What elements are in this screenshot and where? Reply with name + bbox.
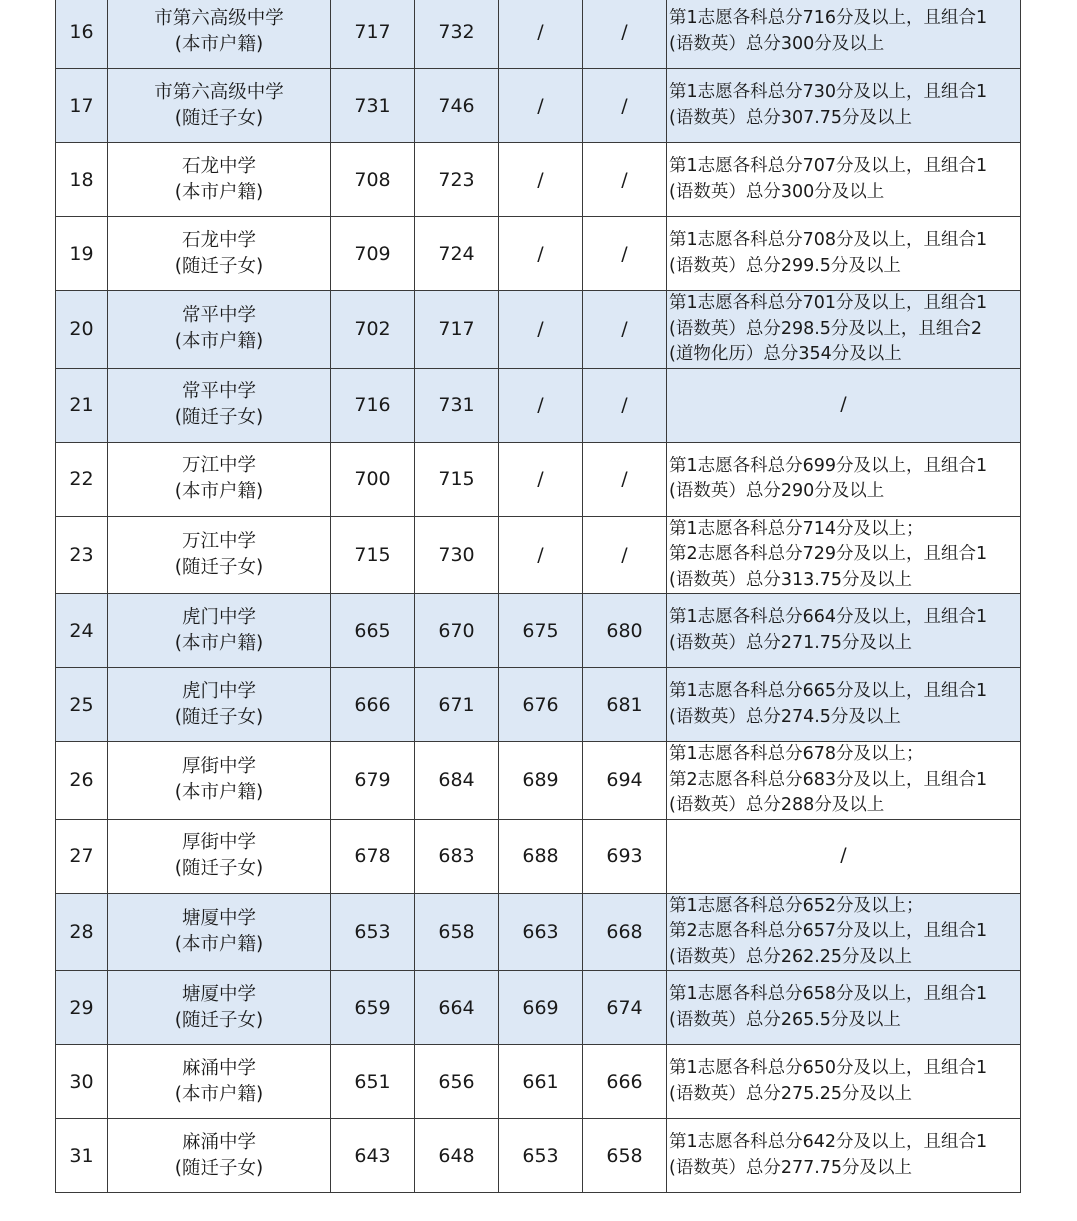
score-col-3: 688 <box>499 819 583 893</box>
school-name: 市第六高级中学 <box>154 81 284 103</box>
score-col-1: 731 <box>331 69 415 143</box>
note-line: 第1志愿各科总分701分及以上，且组合1 <box>669 293 988 313</box>
row-number: 26 <box>56 742 108 820</box>
note-line: (语数英）总分275.25分及以上 <box>669 1083 913 1104</box>
score-col-3: / <box>499 69 583 143</box>
note-line: (语数英）总分299.5分及以上 <box>669 255 901 276</box>
note-line: (语数英）总分298.5分及以上，且组合2 <box>669 318 983 339</box>
school-cell <box>108 668 331 742</box>
admission-note <box>667 69 1021 143</box>
score-col-3: / <box>499 217 583 291</box>
table-row <box>56 594 1021 668</box>
table-body <box>56 0 1021 1193</box>
school-cell <box>108 516 331 594</box>
score-col-2: 724 <box>415 217 499 291</box>
score-col-2: 732 <box>415 0 499 69</box>
score-col-3: 689 <box>499 742 583 820</box>
admission-note <box>667 1045 1021 1119</box>
note-line: (语数英）总分265.5分及以上 <box>669 1009 901 1030</box>
note-line: 第1志愿各科总分664分及以上，且组合1 <box>669 607 988 627</box>
row-number: 18 <box>56 143 108 217</box>
table-row <box>56 291 1021 369</box>
note-line: 第2志愿各科总分729分及以上，且组合1 <box>669 544 988 564</box>
residency-type: (随迁子女) <box>174 706 264 728</box>
school-cell <box>108 442 331 516</box>
admission-note <box>667 971 1021 1045</box>
school-name: 虎门中学 <box>181 680 256 702</box>
admission-note <box>667 819 1021 893</box>
row-number: 30 <box>56 1045 108 1119</box>
score-col-4: 694 <box>583 742 667 820</box>
score-col-4: / <box>583 442 667 516</box>
school-cell <box>108 893 331 971</box>
school-name: 麻涌中学 <box>181 1131 256 1153</box>
score-col-4: 674 <box>583 971 667 1045</box>
residency-type: (本市户籍) <box>174 181 264 203</box>
score-col-2: 656 <box>415 1045 499 1119</box>
score-col-4: / <box>583 69 667 143</box>
note-line: 第2志愿各科总分657分及以上，且组合1 <box>669 921 988 941</box>
table-row <box>56 893 1021 971</box>
score-col-2: 671 <box>415 668 499 742</box>
row-number: 16 <box>56 0 108 69</box>
row-number: 20 <box>56 291 108 369</box>
residency-type: (随迁子女) <box>174 556 264 578</box>
school-name: 石龙中学 <box>181 229 256 251</box>
school-cell <box>108 69 331 143</box>
row-number: 17 <box>56 69 108 143</box>
score-col-2: 683 <box>415 819 499 893</box>
school-name: 麻涌中学 <box>181 1057 256 1079</box>
score-col-4: / <box>583 516 667 594</box>
score-col-4: / <box>583 217 667 291</box>
school-name: 常平中学 <box>181 381 256 402</box>
score-col-4: / <box>583 291 667 369</box>
school-cell <box>108 1045 331 1119</box>
note-line: 第1志愿各科总分678分及以上； <box>669 744 924 764</box>
school-cell <box>108 971 331 1045</box>
admission-note <box>667 742 1021 820</box>
school-name: 市第六高级中学 <box>154 7 284 29</box>
table-row <box>56 69 1021 143</box>
note-line: / <box>840 844 847 867</box>
score-col-2: 731 <box>415 368 499 442</box>
note-line: (语数英）总分262.25分及以上 <box>669 946 913 967</box>
school-cell <box>108 594 331 668</box>
score-col-3: 675 <box>499 594 583 668</box>
score-col-2: 746 <box>415 69 499 143</box>
row-number: 22 <box>56 442 108 516</box>
row-number: 19 <box>56 217 108 291</box>
score-col-1: 717 <box>331 0 415 69</box>
score-col-3: 661 <box>499 1045 583 1119</box>
score-col-3: 663 <box>499 893 583 971</box>
note-line: 第1志愿各科总分714分及以上； <box>669 518 924 539</box>
residency-type: (随迁子女) <box>174 107 264 129</box>
residency-type: (随迁子女) <box>174 1157 264 1179</box>
note-line: 第2志愿各科总分683分及以上，且组合1 <box>669 769 988 790</box>
admission-note <box>667 1119 1021 1193</box>
score-col-4: 666 <box>583 1045 667 1119</box>
score-col-1: 715 <box>331 516 415 594</box>
school-cell <box>108 819 331 893</box>
score-col-2: 648 <box>415 1119 499 1193</box>
note-line: 第1志愿各科总分730分及以上，且组合1 <box>669 82 988 102</box>
table-row <box>56 1045 1021 1119</box>
score-col-1: 665 <box>331 594 415 668</box>
note-line: 第1志愿各科总分652分及以上； <box>669 895 924 916</box>
table-row <box>56 971 1021 1045</box>
admission-note <box>667 668 1021 742</box>
score-col-3: / <box>499 516 583 594</box>
score-col-1: 653 <box>331 893 415 971</box>
note-line: 第1志愿各科总分658分及以上，且组合1 <box>669 984 988 1004</box>
score-col-4: / <box>583 143 667 217</box>
score-col-2: 658 <box>415 893 499 971</box>
table-row <box>56 0 1021 69</box>
note-line: (语数英）总分274.5分及以上 <box>669 706 901 727</box>
row-number: 23 <box>56 516 108 594</box>
score-col-4: / <box>583 368 667 442</box>
note-line: 第1志愿各科总分650分及以上，且组合1 <box>669 1058 988 1078</box>
admission-note <box>667 442 1021 516</box>
school-name: 虎门中学 <box>181 606 256 628</box>
note-line: 第1志愿各科总分716分及以上，且组合1 <box>669 8 988 28</box>
score-col-3: / <box>499 291 583 369</box>
score-col-1: 651 <box>331 1045 415 1119</box>
score-col-4: 658 <box>583 1119 667 1193</box>
score-col-2: 723 <box>415 143 499 217</box>
school-name: 塘厦中学 <box>181 983 256 1005</box>
score-col-1: 678 <box>331 819 415 893</box>
school-cell <box>108 0 331 69</box>
row-number: 25 <box>56 668 108 742</box>
score-col-1: 666 <box>331 668 415 742</box>
row-number: 31 <box>56 1119 108 1193</box>
score-col-3: 676 <box>499 668 583 742</box>
note-line: (语数英）总分288分及以上 <box>669 795 885 815</box>
residency-type: (本市户籍) <box>174 632 264 654</box>
row-number: 21 <box>56 368 108 442</box>
admission-note <box>667 594 1021 668</box>
school-cell <box>108 143 331 217</box>
school-cell <box>108 368 331 442</box>
note-line: 第1志愿各科总分665分及以上，且组合1 <box>669 681 988 701</box>
note-line: (语数英）总分277.75分及以上 <box>669 1157 913 1178</box>
note-line: 第1志愿各科总分707分及以上，且组合1 <box>669 156 988 176</box>
score-col-1: 659 <box>331 971 415 1045</box>
row-number: 24 <box>56 594 108 668</box>
residency-type: (本市户籍) <box>174 33 264 55</box>
school-name: 万江中学 <box>181 530 256 552</box>
note-line: (语数英）总分300分及以上 <box>669 181 885 202</box>
score-col-1: 716 <box>331 368 415 442</box>
school-cell <box>108 217 331 291</box>
score-col-2: 730 <box>415 516 499 594</box>
score-col-3: / <box>499 442 583 516</box>
row-number: 28 <box>56 893 108 971</box>
admission-note <box>667 143 1021 217</box>
residency-type: (本市户籍) <box>174 933 264 955</box>
note-line: (语数英）总分290分及以上 <box>669 481 885 501</box>
score-col-2: 670 <box>415 594 499 668</box>
score-col-2: 684 <box>415 742 499 820</box>
score-col-3: 653 <box>499 1119 583 1193</box>
note-line: 第1志愿各科总分708分及以上，且组合1 <box>669 230 988 250</box>
residency-type: (随迁子女) <box>174 858 264 879</box>
school-name: 厚街中学 <box>181 756 256 778</box>
score-col-4: 680 <box>583 594 667 668</box>
school-cell <box>108 742 331 820</box>
note-line: 第1志愿各科总分699分及以上，且组合1 <box>669 455 988 476</box>
note-line: (道物化历）总分354分及以上 <box>669 344 902 364</box>
note-line: (语数英）总分307.75分及以上 <box>669 107 913 128</box>
residency-type: (随迁子女) <box>174 407 264 428</box>
note-line: (语数英）总分271.75分及以上 <box>669 632 913 653</box>
table-row <box>56 819 1021 893</box>
note-line: 第1志愿各科总分642分及以上，且组合1 <box>669 1132 988 1152</box>
score-col-3: 669 <box>499 971 583 1045</box>
admission-note <box>667 368 1021 442</box>
admission-note <box>667 893 1021 971</box>
note-line: / <box>840 393 847 416</box>
score-col-1: 702 <box>331 291 415 369</box>
row-number: 27 <box>56 819 108 893</box>
table-row <box>56 516 1021 594</box>
admission-note <box>667 291 1021 369</box>
score-col-3: / <box>499 368 583 442</box>
residency-type: (随迁子女) <box>174 1009 264 1031</box>
table-row <box>56 143 1021 217</box>
table-row <box>56 668 1021 742</box>
school-cell <box>108 1119 331 1193</box>
residency-type: (随迁子女) <box>174 255 264 277</box>
score-col-4: 681 <box>583 668 667 742</box>
score-col-1: 700 <box>331 442 415 516</box>
residency-type: (本市户籍) <box>174 1083 264 1105</box>
score-col-4: 668 <box>583 893 667 971</box>
score-col-2: 715 <box>415 442 499 516</box>
school-name: 常平中学 <box>181 305 256 327</box>
score-col-1: 679 <box>331 742 415 820</box>
score-col-1: 643 <box>331 1119 415 1193</box>
admission-note <box>667 0 1021 69</box>
school-cell <box>108 291 331 369</box>
residency-type: (本市户籍) <box>174 331 264 353</box>
score-col-1: 708 <box>331 143 415 217</box>
table-row <box>56 742 1021 820</box>
note-line: (语数英）总分313.75分及以上 <box>669 569 913 590</box>
table-row <box>56 442 1021 516</box>
score-col-4: / <box>583 0 667 69</box>
row-number: 29 <box>56 971 108 1045</box>
score-col-2: 717 <box>415 291 499 369</box>
admission-note <box>667 516 1021 594</box>
table-row <box>56 1119 1021 1193</box>
school-name: 石龙中学 <box>181 155 256 177</box>
note-line: (语数英）总分300分及以上 <box>669 33 885 54</box>
school-name: 万江中学 <box>181 455 256 476</box>
score-col-2: 664 <box>415 971 499 1045</box>
score-col-3: / <box>499 143 583 217</box>
score-col-1: 709 <box>331 217 415 291</box>
table-row <box>56 217 1021 291</box>
admission-score-table <box>55 0 1021 1193</box>
score-col-4: 693 <box>583 819 667 893</box>
residency-type: (本市户籍) <box>174 481 264 502</box>
score-col-3: / <box>499 0 583 69</box>
table-row <box>56 368 1021 442</box>
school-name: 厚街中学 <box>181 832 256 853</box>
school-name: 塘厦中学 <box>181 907 256 929</box>
residency-type: (本市户籍) <box>174 782 264 804</box>
admission-note <box>667 217 1021 291</box>
